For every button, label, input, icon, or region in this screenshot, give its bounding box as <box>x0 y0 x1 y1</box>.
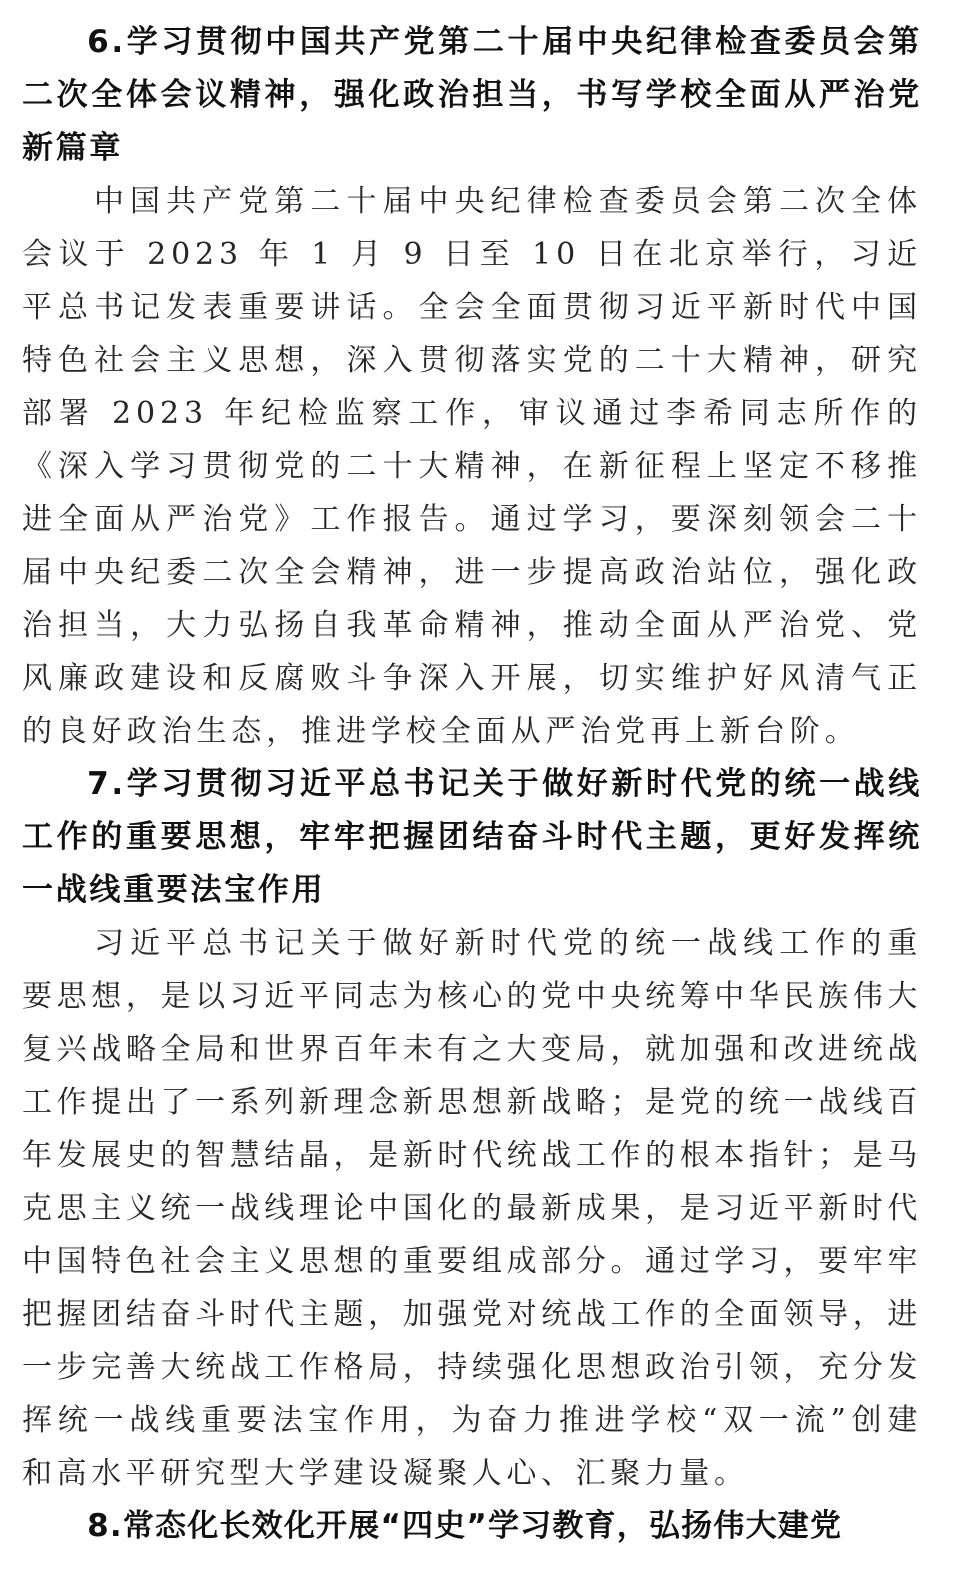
section-6-body: 中国共产党第二十届中央纪律检查委员会第二次全体会议于 2023 年 1 月 9 日至 10 日在北京举行，习近平总书记发表重要讲话。全会全面贯彻习近平新时代中国特色社会主义思想，深入贯彻落实党的二十大精神，研究部署 2023 年纪检监察工作，审议通过李希同志所作的《深入学习贯彻党的二十大精神，在新征程上坚定不移推进全面从严治党》工作报告。通过学习，要深刻领会二十届中央纪委二次全会精神，进一步提高政治站位，强化政治担当，大力弘扬自我革命精神，推动全面从严治党、党风廉政建设和反腐败斗争深入开展，切实维护好风清气正的良好政治生态，推进学校全面从严治党再上新台阶。 <box>22 184 922 749</box>
document-page <box>22 16 922 1553</box>
section-6-heading: 6.学习贯彻中国共产党第二十届中央纪律检查委员会第二次全体会议精神，强化政治担当，书写学校全面从严治党新篇章 <box>22 24 922 166</box>
section-8-heading: 8.常态化长效化开展“四史”学习教育，弘扬伟大建党 <box>87 1508 843 1544</box>
section-7-heading: 7.学习贯彻习近平总书记关于做好新时代党的统一战线工作的重要思想，牢牢把握团结奋斗时代主题，更好发挥统一战线重要法宝作用 <box>22 766 922 908</box>
section-7-body: 习近平总书记关于做好新时代党的统一战线工作的重要思想，是以习近平同志为核心的党中央统筹中华民族伟大复兴战略全局和世界百年未有之大变局，就加强和改进统战工作提出了一系列新理念新思想新战略；是党的统一战线百年发展史的智慧结晶，是新时代统战工作的根本指针；是马克思主义统一战线理论中国化的最新成果，是习近平新时代中国特色社会主义思想的重要组成部分。通过学习，要牢牢把握团结奋斗时代主题，加强党对统战工作的全面领导，进一步完善大统战工作格局，持续强化思想政治引领，充分发挥统一战线重要法宝作用，为奋力推进学校“双一流”创建和高水平研究型大学建设凝聚人心、汇聚力量。 <box>22 926 922 1491</box>
